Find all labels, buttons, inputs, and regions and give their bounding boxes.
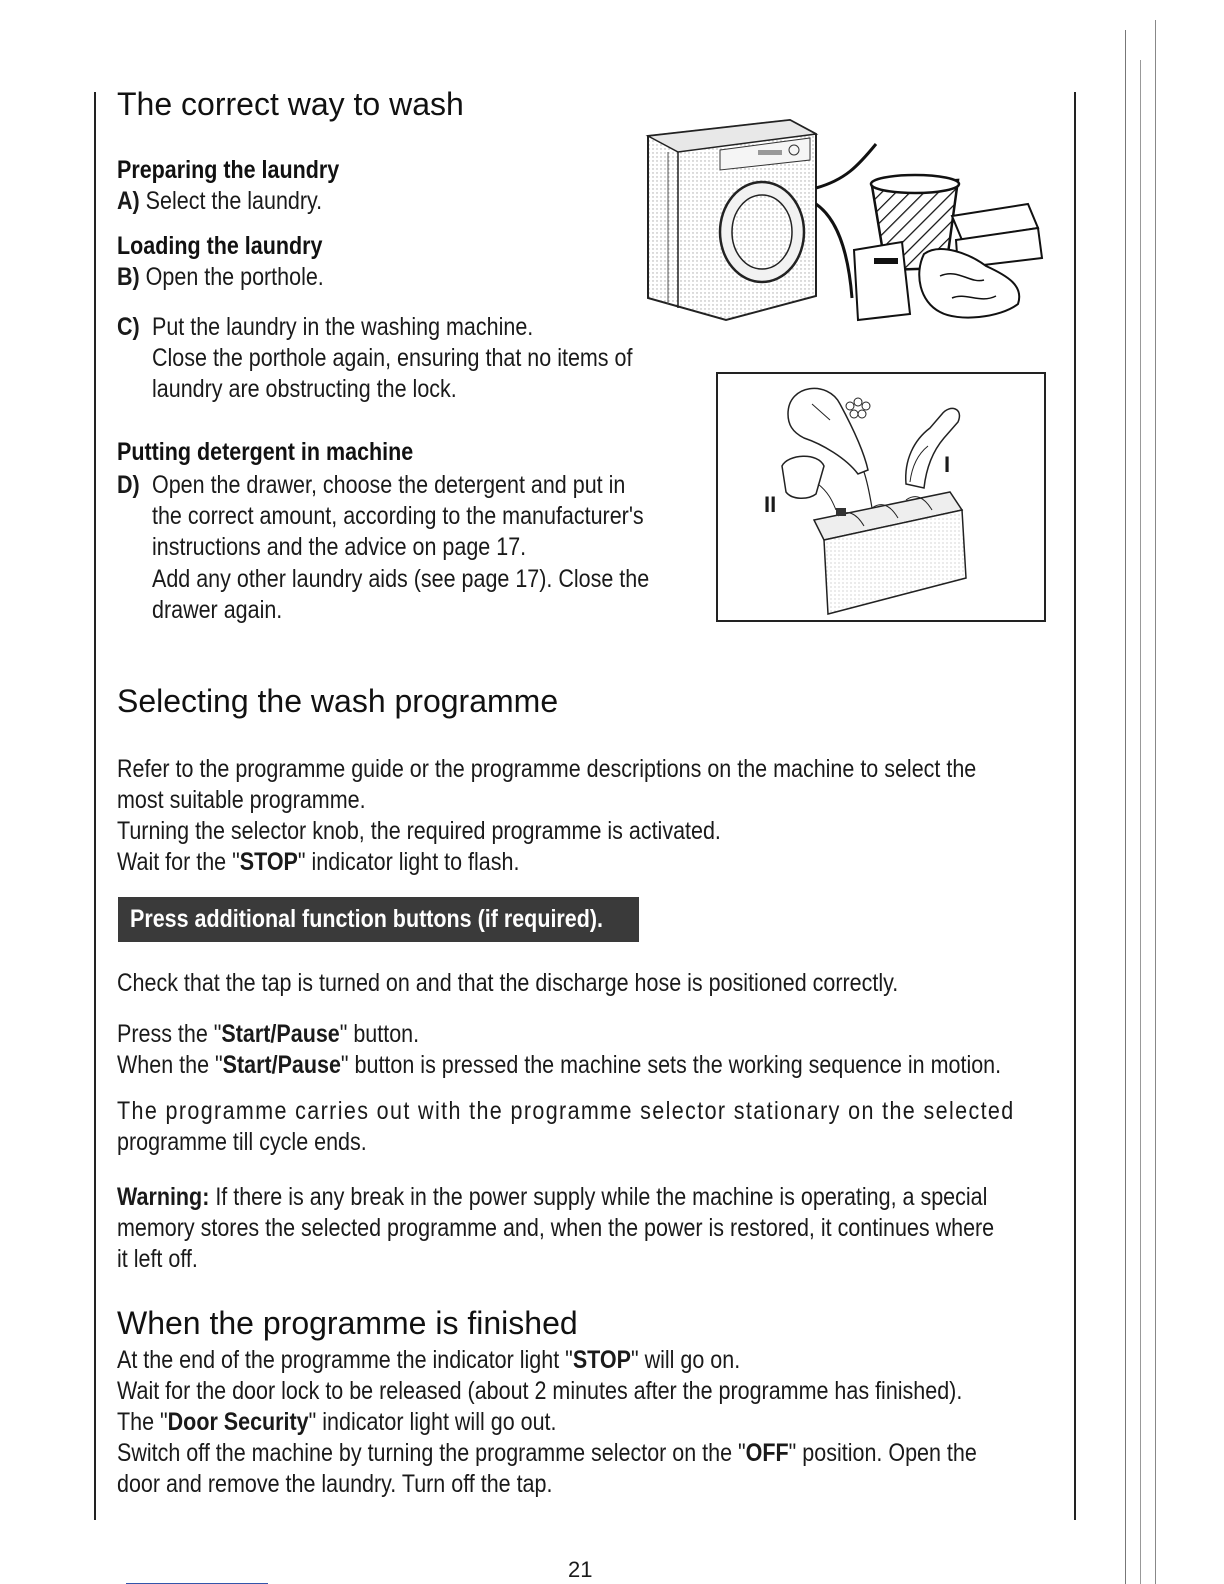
- f4-pre: Switch off the machine by turning the programme selector on the ": [117, 1439, 746, 1467]
- press-post: " button.: [339, 1020, 420, 1048]
- finished-line-1: [117, 1345, 740, 1376]
- page-number: 21: [568, 1557, 593, 1582]
- warning-label: Warning:: [117, 1183, 210, 1211]
- f1-bold: STOP: [572, 1346, 631, 1374]
- section-title-programme-finished: When the programme is finished: [117, 1305, 578, 1341]
- when-pre: When the ": [117, 1051, 223, 1079]
- drawer-label-ii: II: [764, 492, 777, 517]
- step-c-label: C): [117, 313, 140, 341]
- step-c: [117, 312, 687, 408]
- heading-loading-laundry: Loading the laundry: [117, 232, 323, 260]
- heading-putting-detergent: Putting detergent in machine: [117, 438, 414, 466]
- f3-bold: Door Security: [167, 1408, 309, 1436]
- f4-bold: OFF: [745, 1439, 789, 1467]
- section-title-correct-way: The correct way to wash: [117, 86, 464, 122]
- finished-line-2: Wait for the door lock to be released (about 2 minutes after the programme has finished).: [117, 1377, 963, 1405]
- detergent-drawer-figure: [716, 372, 1046, 622]
- drawer-label-i: I: [944, 452, 951, 477]
- f3-post: " indicator light will go out.: [308, 1408, 557, 1436]
- warning-first: If there is any break in the power supply while the machine is operating, a special: [209, 1183, 988, 1211]
- finished-line-3: [117, 1407, 556, 1438]
- additional-function-banner: Press additional function buttons (if required).: [118, 897, 639, 942]
- heading-preparing-laundry: Preparing the laundry: [117, 156, 340, 184]
- stop-bold: STOP: [239, 848, 298, 876]
- step-c-line-3: laundry are obstructing the lock.: [152, 375, 457, 403]
- binding-edge-line-2: [1140, 60, 1141, 1584]
- select-para-line-1: Refer to the programme guide or the programme descriptions on the machine to select the: [117, 755, 977, 783]
- select-para-line-4: [117, 847, 519, 878]
- finished-line-5: door and remove the laundry. Turn off the tap.: [117, 1470, 553, 1498]
- press-start-pause-text: [117, 1019, 419, 1050]
- step-a-label: A): [117, 187, 140, 215]
- f1-pre: At the end of the programme the indicator light ": [117, 1346, 573, 1374]
- step-d-line-2: the correct amount, according to the manufacturer's: [152, 502, 644, 530]
- press-bold: Start/Pause: [221, 1020, 340, 1048]
- binding-edge-line-3: [1155, 20, 1156, 1584]
- f3-pre: The ": [117, 1408, 168, 1436]
- finished-line-4: [117, 1438, 977, 1469]
- when-bold: Start/Pause: [222, 1051, 341, 1079]
- programme-line-2: programme till cycle ends.: [117, 1128, 367, 1156]
- warning-line-3: it left off.: [117, 1245, 198, 1273]
- step-d-line-5: drawer again.: [152, 596, 283, 624]
- programme-line-1: The programme carries out with the programme selector stationary on the selected: [117, 1097, 1015, 1125]
- step-d: [117, 470, 687, 630]
- binding-edge-line-1: [1125, 30, 1126, 1584]
- f4-post: " position. Open the: [788, 1439, 977, 1467]
- select-para-line-3: Turning the selector knob, the required programme is activated.: [117, 817, 721, 845]
- washing-machine-illustration: [640, 108, 1050, 330]
- step-c-line-2: Close the porthole again, ensuring that no items of: [152, 344, 633, 372]
- step-d-line-4: Add any other laundry aids (see page 17). Close the: [152, 565, 650, 593]
- check-tap-text: Check that the tap is turned on and that the discharge hose is positioned correctly.: [117, 969, 899, 997]
- step-d-label: D): [117, 471, 140, 499]
- f1-post: " will go on.: [630, 1346, 741, 1374]
- when-post: " button is pressed the machine sets the working sequence in motion.: [340, 1051, 1002, 1079]
- warning-line-2: memory stores the selected programme and, when the power is restored, it continues where: [117, 1214, 995, 1242]
- step-c-line-1: Put the laundry in the washing machine.: [152, 313, 534, 341]
- step-a-text: Select the laundry.: [145, 187, 323, 215]
- step-b-text: Open the porthole.: [145, 263, 324, 291]
- step-b: [117, 262, 324, 293]
- when-start-pause-text: [117, 1050, 1001, 1081]
- warning-line-1: [117, 1182, 987, 1213]
- left-margin-rule: [94, 92, 96, 1520]
- press-pre: Press the ": [117, 1020, 222, 1048]
- step-d-line-3: instructions and the advice on page 17.: [152, 533, 527, 561]
- stop-pre: Wait for the ": [117, 848, 240, 876]
- step-b-label: B): [117, 263, 140, 291]
- step-a: [117, 186, 322, 217]
- select-para-line-2: most suitable programme.: [117, 786, 366, 814]
- stop-post: " indicator light to flash.: [297, 848, 520, 876]
- step-d-line-1: Open the drawer, choose the detergent and put in: [152, 471, 626, 499]
- section-title-selecting-programme: Selecting the wash programme: [117, 683, 559, 719]
- right-margin-rule: [1074, 92, 1076, 1520]
